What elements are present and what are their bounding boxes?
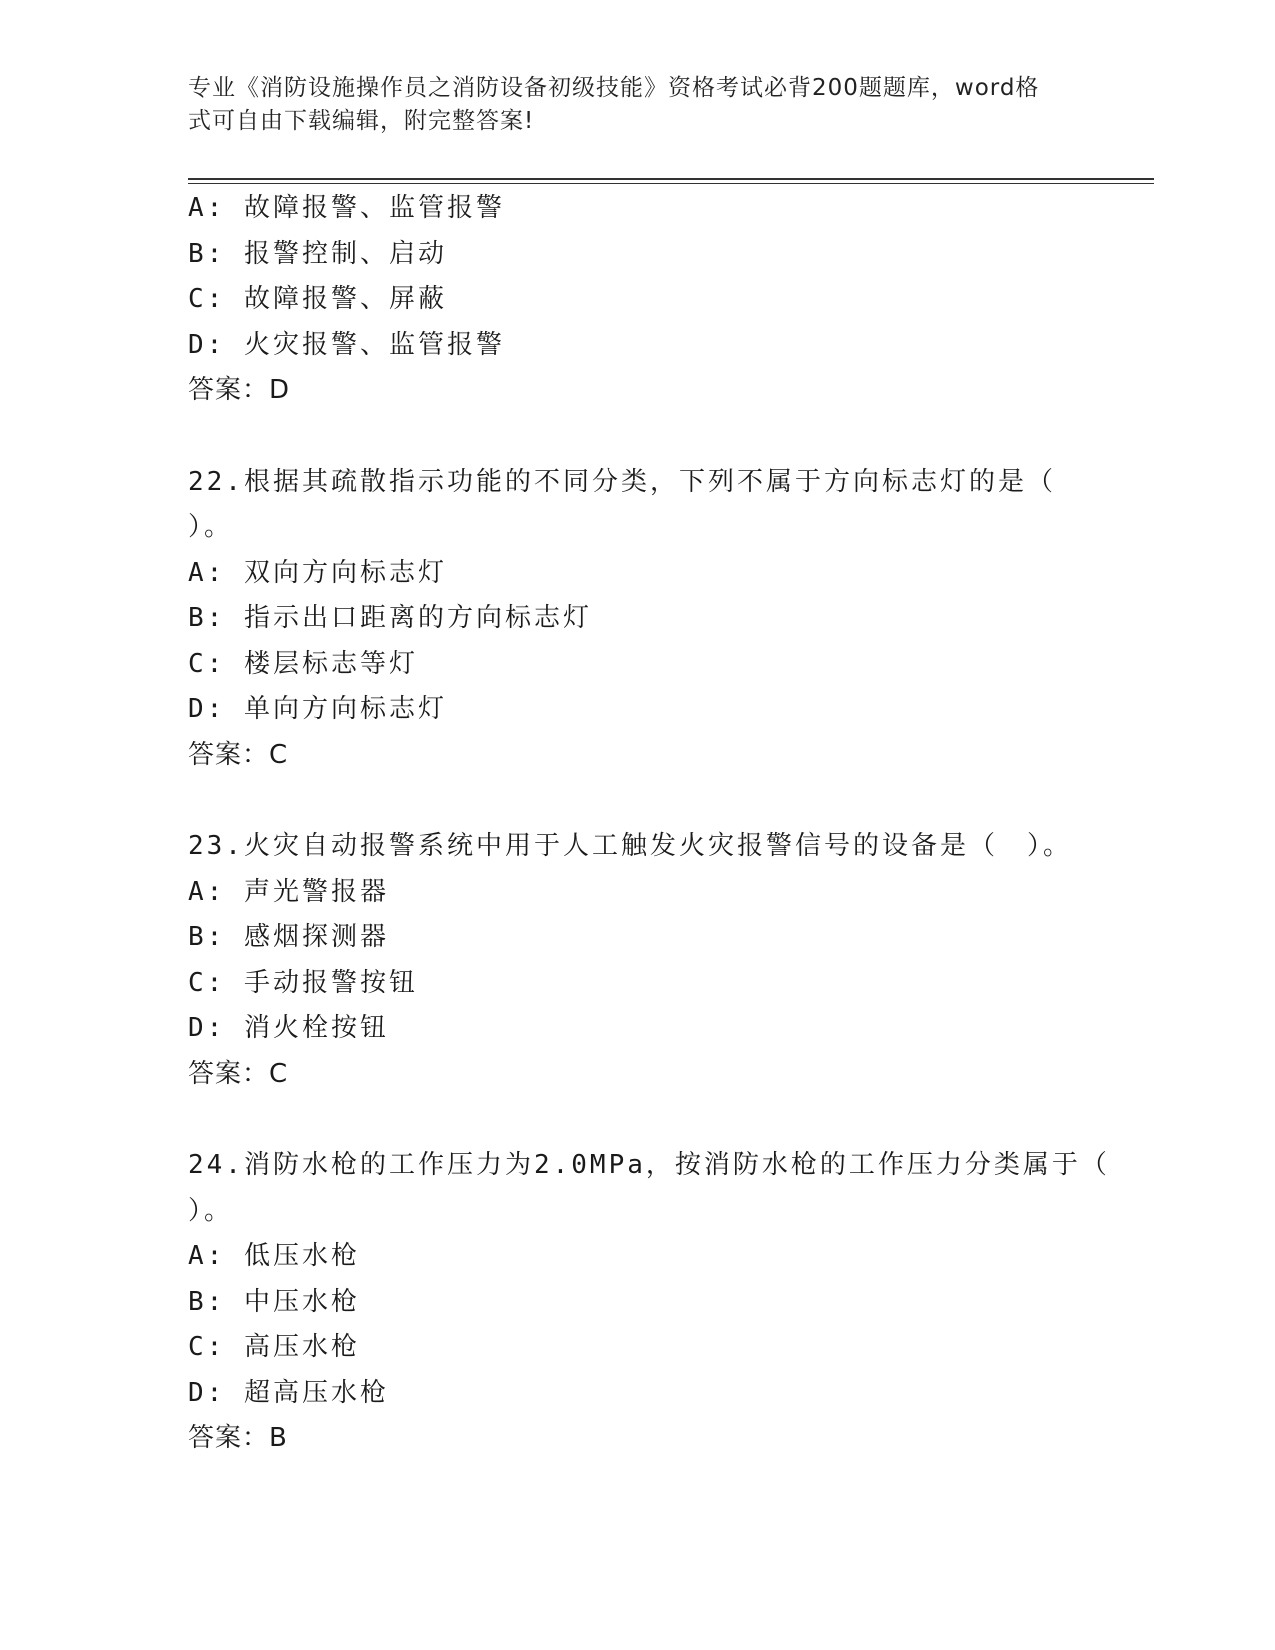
question-text: ）。: [188, 512, 234, 542]
question-block: [188, 1143, 1110, 1462]
answer-key: 答案：D: [188, 375, 291, 405]
answer-option: A: 声光警报器: [188, 876, 389, 907]
answer-option: C: 故障报警、屏蔽: [188, 284, 447, 314]
document-header: [188, 72, 1068, 138]
header-title-line-1: 专业《消防设施操作员之消防设备初级技能》资格考试必背200题题库，word格: [188, 75, 1040, 101]
answer-option: C: 高压水枪: [188, 1332, 360, 1362]
answer-option: B: 中压水枪: [188, 1286, 360, 1317]
question-block: [188, 186, 1088, 414]
answer-key: 答案：C: [188, 1058, 289, 1089]
question-block: [188, 824, 1088, 1097]
answer-key: 答案：C: [188, 739, 289, 770]
answer-option: B: 报警控制、启动: [188, 238, 447, 269]
answer-option: C: 手动报警按钮: [188, 967, 418, 998]
answer-option: C: 楼层标志等灯: [188, 648, 418, 679]
header-divider-thick: [188, 178, 1154, 180]
answer-key: 答案：B: [188, 1423, 288, 1453]
question-text: 22.根据其疏散指示功能的不同分类，下列不属于方向标志灯的是（: [188, 466, 1056, 497]
answer-option: D: 火灾报警、监管报警: [188, 329, 505, 360]
answer-option: A: 双向方向标志灯: [188, 557, 447, 588]
header-divider-thin: [188, 183, 1154, 184]
answer-option: B: 感烟探测器: [188, 922, 389, 952]
question-block: [188, 460, 1088, 779]
answer-option: B: 指示出口距离的方向标志灯: [188, 603, 592, 633]
question-list: [188, 186, 1110, 1462]
question-text: 23.火灾自动报警系统中用于人工触发火灾报警信号的设备是（ ）。: [188, 831, 1072, 861]
answer-option: D: 单向方向标志灯: [188, 694, 447, 724]
header-title-line-2: 式可自由下载编辑，附完整答案!: [188, 108, 535, 134]
answer-option: A: 故障报警、监管报警: [188, 193, 505, 223]
answer-option: D: 超高压水枪: [188, 1377, 389, 1408]
answer-option: D: 消火栓按钮: [188, 1013, 389, 1043]
answer-option: A: 低压水枪: [188, 1241, 360, 1271]
question-text: ）。: [188, 1195, 234, 1226]
question-text: 24.消防水枪的工作压力为2.0MPa，按消防水枪的工作压力分类属于（: [188, 1150, 1110, 1180]
